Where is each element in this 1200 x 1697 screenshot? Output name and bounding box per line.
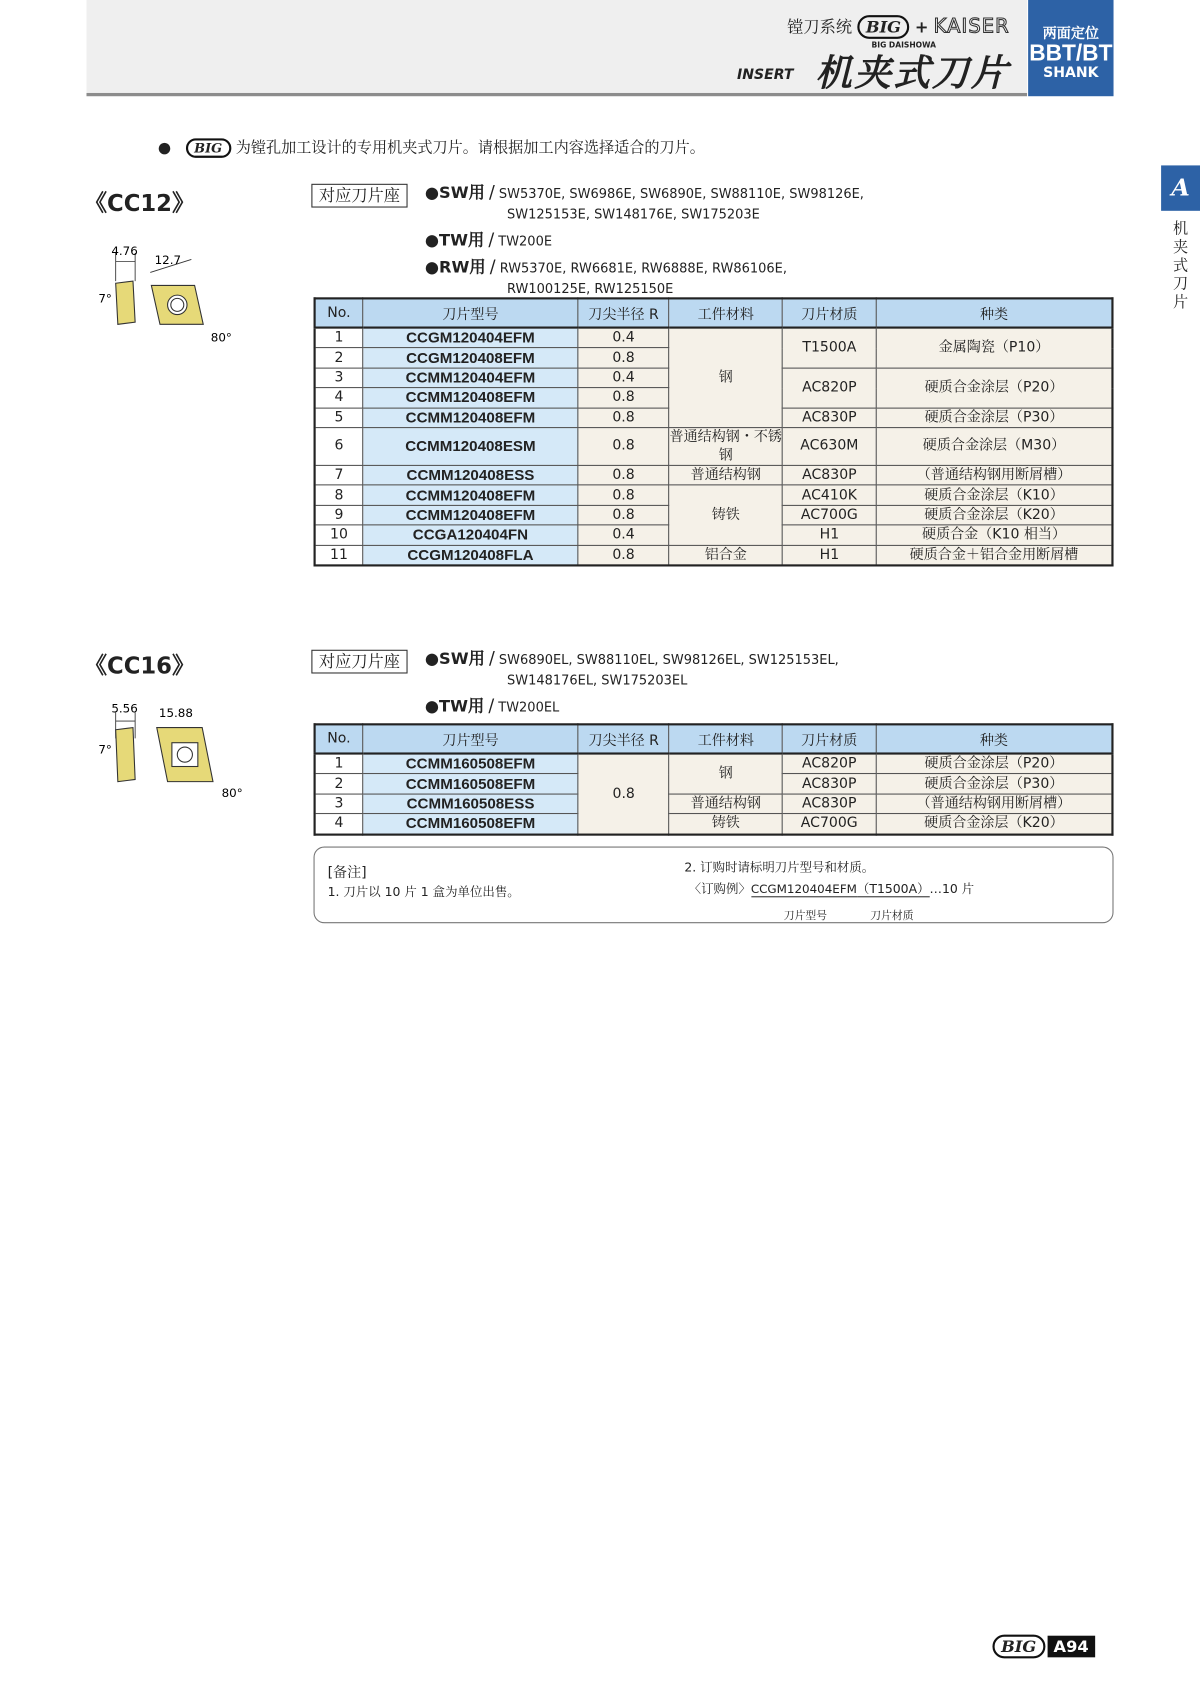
holder-label: 对应刀片座 — [311, 650, 407, 674]
section-tab-a[interactable]: A — [1161, 165, 1200, 210]
nose-radius: 0.8 — [578, 428, 669, 466]
cc16-angle: 80° — [221, 785, 243, 800]
cc12-thickness: 4.76 — [111, 244, 138, 259]
cc12-holder-list — [425, 182, 879, 300]
badge-bottom: SHANK — [1043, 64, 1099, 82]
insert-grade: AC700G — [783, 505, 876, 525]
row-no: 2 — [315, 348, 363, 368]
work-material: 普通结构钢 — [669, 465, 783, 485]
system-label: 镗刀系统 — [787, 17, 853, 37]
nose-radius: 0.8 — [578, 465, 669, 485]
nose-radius: 0.8 — [578, 754, 669, 835]
holder-type: ●SW用 — [424, 648, 485, 669]
insert-type: 硬质合金涂层（K20） — [876, 814, 1113, 834]
cc16-holders — [311, 650, 407, 673]
insert-grade: AC830P — [783, 465, 876, 485]
holder-models: SW148176EL, SW175203EL — [507, 672, 688, 688]
holder-models: SW125153E, SW148176E, SW175203E — [507, 206, 760, 222]
holder-line — [425, 204, 879, 225]
big-daishowa-label: BIG DAISHOWA — [871, 41, 936, 50]
page-title: 机夹式刀片 — [815, 51, 1010, 96]
intro-line — [158, 136, 705, 158]
work-material: 普通结构钢・不锈钢 — [669, 429, 783, 464]
insert-grade: AC700G — [782, 814, 875, 834]
insert-model: CCMM160508EFM — [363, 754, 578, 774]
row-no: 1 — [315, 754, 363, 774]
insert-model: CCMM120408ESS — [363, 465, 578, 485]
row-no: 11 — [315, 545, 363, 565]
column-header: 刀尖半径 R — [578, 724, 669, 753]
column-header: 刀片材质 — [783, 298, 876, 327]
column-header: No. — [315, 724, 363, 753]
row-no: 9 — [315, 505, 363, 525]
holder-line — [425, 229, 879, 252]
cc16-ic: 15.88 — [158, 705, 193, 720]
insert-model: CCGM120408EFM — [363, 348, 578, 368]
insert-type: 硬质合金（K10 相当） — [876, 525, 1112, 545]
row-no: 10 — [315, 525, 363, 545]
cc16-holder-list — [425, 648, 879, 718]
nose-radius: 0.8 — [578, 545, 669, 565]
cc12-title: 《CC12》 — [84, 190, 195, 217]
label-model: 刀片型号 — [783, 910, 828, 923]
note-2: 2. 订购时请标明刀片型号和材质。 — [684, 859, 875, 875]
table-row — [315, 794, 1113, 814]
example-suffix: …10 片 — [929, 881, 975, 897]
intro-text: 为镗孔加工设计的专用机夹式刀片。请根据加工内容选择适合的刀片。 — [235, 139, 705, 157]
insert-type: 硬质合金涂层（K20） — [876, 505, 1112, 525]
work-material: 钢 — [669, 754, 782, 794]
insert-model: CCMM120408ESM — [363, 428, 578, 466]
example-grade: （T1500A） — [856, 881, 930, 897]
label-grade: 刀片材质 — [870, 910, 914, 923]
cc16-insert-table — [314, 723, 1114, 835]
cc12-ic: 12.7 — [154, 252, 182, 267]
column-header: No. — [315, 298, 363, 327]
separator: / — [488, 181, 495, 203]
insert-model: CCGA120404FN — [363, 525, 578, 545]
insert-type: 硬质合金＋铝合金用断屑槽 — [876, 545, 1112, 565]
kaiser-logo: KAISER — [933, 15, 1010, 38]
holder-models: TW200EL — [498, 699, 560, 715]
row-no: 4 — [315, 388, 363, 408]
holder-type: ●TW用 — [424, 230, 485, 250]
holder-line — [425, 670, 879, 691]
table-row — [315, 545, 1113, 565]
work-material: 普通结构钢 — [669, 794, 782, 814]
insert-label: INSERT — [737, 67, 794, 84]
insert-grade: AC830P — [782, 774, 875, 794]
insert-grade: AC820P — [783, 368, 876, 408]
cc12-clearance: 7° — [98, 291, 112, 306]
column-header: 工件材料 — [669, 298, 783, 327]
footer — [992, 1635, 1095, 1659]
separator: / — [489, 256, 496, 277]
nose-radius: 0.4 — [578, 328, 669, 348]
insert-type: （普通结构钢用断屑槽） — [876, 465, 1112, 485]
column-header: 种类 — [876, 298, 1112, 327]
page-number: A94 — [1047, 1636, 1095, 1658]
insert-model: CCMM120404EFM — [363, 368, 578, 388]
holder-type: ●RW用 — [424, 257, 486, 277]
big-logo: BIG — [857, 15, 909, 39]
insert-model: CCMM160508EFM — [363, 774, 578, 794]
insert-type: 硬质合金涂层（P20） — [876, 368, 1112, 408]
holder-models: RW5370E, RW6681E, RW6888E, RW86106E, — [499, 260, 787, 276]
insert-grade: AC410K — [783, 485, 876, 505]
work-material: 铸铁 — [669, 814, 782, 834]
example-model: CCGM120404EFM — [750, 882, 857, 897]
column-header: 刀片材质 — [782, 724, 875, 753]
column-header: 工件材料 — [669, 724, 782, 753]
holder-models: RW100125E, RW125150E — [507, 281, 674, 297]
work-material: 钢 — [669, 328, 783, 428]
table-header-row — [315, 298, 1113, 327]
row-no: 5 — [315, 408, 363, 428]
table-row — [315, 485, 1113, 505]
row-no: 1 — [315, 328, 363, 348]
separator: / — [488, 647, 495, 669]
badge-top: 两面定位 — [1042, 25, 1099, 43]
nose-radius: 0.8 — [578, 348, 669, 368]
row-no: 3 — [315, 368, 363, 388]
insert-type: 硬质合金涂层（M30） — [876, 428, 1112, 466]
row-no: 8 — [315, 485, 363, 505]
bullet-icon: ● — [157, 139, 172, 157]
holder-models: SW6890EL, SW88110EL, SW98126EL, SW125153EL, — [498, 651, 839, 668]
notes-title: [备注] — [327, 864, 367, 882]
insert-type: 硬质合金涂层（P20） — [876, 754, 1113, 774]
table-row — [315, 814, 1113, 834]
insert-model: CCMM120408EFM — [363, 485, 578, 505]
insert-type: 金属陶瓷（P10） — [876, 328, 1112, 368]
nose-radius: 0.8 — [578, 485, 669, 505]
insert-grade: AC830P — [783, 408, 876, 428]
holder-type: ●TW用 — [424, 696, 485, 716]
column-header: 刀片型号 — [363, 724, 578, 753]
plus-sign: + — [914, 17, 929, 37]
column-header: 刀片型号 — [363, 298, 578, 327]
insert-grade: AC630M — [783, 428, 876, 466]
insert-grade: H1 — [783, 525, 876, 545]
holder-label: 对应刀片座 — [311, 184, 407, 208]
section-tab-text: 机夹式刀片 — [1172, 220, 1189, 312]
cc12-holders — [311, 184, 407, 207]
big-logo: BIG — [185, 138, 230, 157]
system-line — [787, 15, 1010, 50]
separator: / — [488, 695, 495, 716]
separator: / — [488, 229, 495, 250]
row-no: 4 — [315, 814, 363, 834]
insert-model: CCGM120404EFM — [363, 328, 578, 348]
cc12-insert-table — [314, 297, 1114, 566]
table-row — [315, 465, 1113, 485]
nose-radius: 0.4 — [578, 525, 669, 545]
insert-model: CCMM120408EFM — [363, 408, 578, 428]
nose-radius: 0.4 — [578, 368, 669, 388]
insert-model: CCMM160508EFM — [363, 814, 578, 834]
order-example — [689, 880, 975, 897]
cc16-insert-diagram — [92, 697, 265, 805]
big-logo: BIG — [992, 1635, 1044, 1659]
row-no: 6 — [315, 428, 363, 466]
insert-grade: AC830P — [782, 794, 875, 814]
column-header: 种类 — [876, 724, 1113, 753]
header-bar — [86, 0, 1027, 96]
insert-model: CCMM160508ESS — [363, 794, 578, 814]
shank-badge — [1028, 0, 1113, 96]
insert-grade: H1 — [783, 545, 876, 565]
holder-line — [425, 182, 879, 205]
note-1: 1. 刀片以 10 片 1 盒为单位出售。 — [327, 884, 520, 900]
insert-model: CCMM120408EFM — [363, 505, 578, 525]
cc12-insert-diagram — [92, 240, 265, 348]
insert-type: （普通结构钢用断屑槽） — [876, 794, 1113, 814]
cc16-thickness: 5.56 — [111, 701, 138, 716]
row-no: 7 — [315, 465, 363, 485]
holder-line — [425, 256, 879, 279]
cc12-angle: 80° — [210, 330, 232, 345]
work-material: 铝合金 — [669, 545, 783, 565]
nose-radius: 0.8 — [578, 505, 669, 525]
insert-type: 硬质合金涂层（P30） — [876, 774, 1113, 794]
cc16-clearance: 7° — [98, 742, 112, 757]
badge-main: BBT/BT — [1029, 41, 1113, 66]
holder-line — [425, 648, 879, 671]
holder-line — [425, 695, 879, 718]
table-row — [315, 754, 1113, 774]
table-row — [315, 428, 1113, 466]
example-prefix: 〈订购例〉 — [688, 881, 751, 897]
row-no: 3 — [315, 794, 363, 814]
insert-model: CCGM120408FLA — [363, 545, 578, 565]
notes-box — [314, 847, 1114, 924]
row-no: 2 — [315, 774, 363, 794]
insert-model: CCMM120408EFM — [363, 388, 578, 408]
holder-models: TW200E — [498, 233, 553, 249]
table-header-row — [315, 724, 1113, 753]
insert-type: 硬质合金涂层（K10） — [876, 485, 1112, 505]
column-header: 刀尖半径 R — [578, 298, 669, 327]
insert-grade: AC820P — [782, 754, 875, 774]
nose-radius: 0.8 — [578, 408, 669, 428]
holder-models: SW5370E, SW6986E, SW6890E, SW88110E, SW98126E, — [498, 185, 864, 202]
insert-grade: T1500A — [783, 328, 876, 368]
table-row — [315, 328, 1113, 348]
nose-radius: 0.8 — [578, 388, 669, 408]
holder-type: ●SW用 — [424, 182, 485, 203]
work-material: 铸铁 — [669, 485, 783, 545]
cc16-title: 《CC16》 — [84, 652, 195, 679]
insert-type: 硬质合金涂层（P30） — [876, 408, 1112, 428]
